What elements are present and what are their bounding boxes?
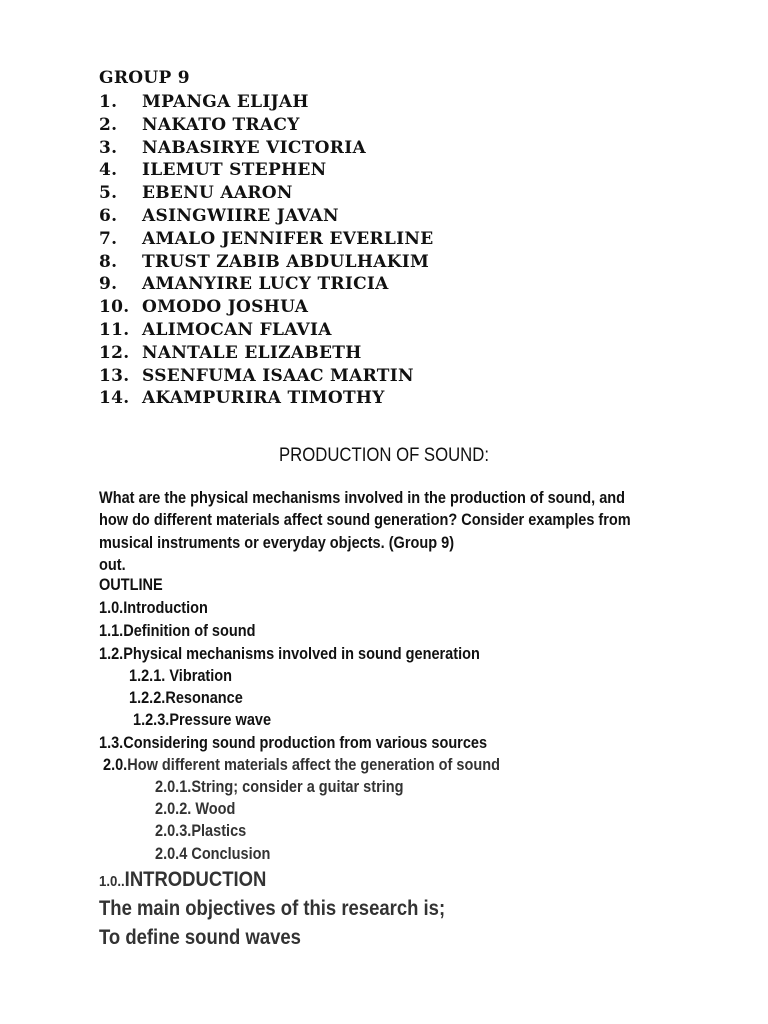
- member-item: [99, 159, 434, 182]
- outline-subitem: 2.0.2. Wood: [155, 800, 236, 818]
- intro-heading: [99, 868, 266, 892]
- define-line: To define sound waves: [99, 926, 301, 949]
- member-name: NAKATO TRACY: [142, 114, 300, 135]
- member-number: 2.: [99, 114, 118, 135]
- outline-subitem: 2.0.3.Plastics: [155, 822, 247, 840]
- intro-number: 1.0..: [99, 873, 125, 890]
- member-name: OMODO JOSHUA: [142, 297, 309, 318]
- member-list: [99, 91, 434, 410]
- member-item: [99, 296, 434, 319]
- outline-subitem: 1.2.2.Resonance: [129, 689, 243, 707]
- member-number: 11.: [99, 319, 130, 340]
- question-line: What are the physical mechanisms involved in the production of sound, and: [99, 489, 626, 507]
- member-number: 10.: [99, 297, 130, 318]
- member-item: [99, 137, 434, 160]
- outline-number: 2.0.: [103, 756, 128, 774]
- member-name: SSENFUMA ISAAC MARTIN: [142, 365, 414, 386]
- member-item: [99, 365, 434, 388]
- member-item: [99, 273, 434, 296]
- member-number: 13.: [99, 365, 130, 386]
- member-item: [99, 387, 434, 410]
- outline-subitem: 2.0.1.String; consider a guitar string: [155, 778, 404, 796]
- outline-item: 1.2.Physical mechanisms involved in sound generation: [99, 645, 480, 663]
- member-number: 5.: [99, 183, 118, 204]
- outline-title: OUTLINE: [99, 576, 163, 594]
- outline-item: 1.1.Definition of sound: [99, 622, 256, 640]
- member-item: [99, 205, 434, 228]
- member-item: [99, 319, 434, 342]
- member-item: [99, 91, 434, 114]
- objectives-line: The main objectives of this research is;: [99, 897, 446, 920]
- member-name: NABASIRYE VICTORIA: [142, 137, 366, 158]
- outline-subitem: 1.2.1. Vibration: [129, 667, 233, 685]
- member-item: [99, 251, 434, 274]
- member-name: TRUST ZABIB ABDULHAKIM: [142, 251, 430, 272]
- member-number: 12.: [99, 342, 130, 363]
- outline-item: 1.0.Introduction: [99, 599, 208, 617]
- question-line: out.: [99, 556, 126, 575]
- member-item: [99, 342, 434, 365]
- member-name: ALIMOCAN FLAVIA: [142, 319, 332, 340]
- member-number: 6.: [99, 205, 118, 226]
- member-item: [99, 114, 434, 137]
- member-number: 8.: [99, 251, 118, 272]
- outline-subitem: 2.0.4 Conclusion: [155, 845, 271, 863]
- outline-subitem: 1.2.3.Pressure wave: [133, 711, 272, 729]
- member-name: ILEMUT STEPHEN: [142, 160, 327, 181]
- member-number: 7.: [99, 228, 118, 249]
- outline-item: [103, 756, 500, 775]
- outline-item: 1.3.Considering sound production from various sources: [99, 734, 488, 752]
- question-line: how do different materials affect sound generation? Consider examples from: [99, 511, 631, 530]
- intro-title: INTRODUCTION: [124, 868, 267, 891]
- member-item: [99, 182, 434, 205]
- outline-text: How different materials affect the generation of sound: [127, 756, 500, 774]
- member-number: 4.: [99, 160, 118, 181]
- member-name: EBENU AARON: [142, 183, 293, 204]
- member-item: [99, 228, 434, 251]
- member-name: AKAMPURIRA TIMOTHY: [142, 388, 385, 409]
- member-number: 1.: [99, 92, 118, 112]
- member-number: 3.: [99, 137, 118, 158]
- group-title: GROUP 9: [99, 68, 190, 88]
- member-number: 9.: [99, 274, 118, 295]
- question-line: musical instruments or everyday objects. (Group 9): [99, 533, 455, 552]
- research-question: [99, 487, 631, 577]
- member-number: 14.: [99, 388, 130, 409]
- member-name: MPANGA ELIJAH: [142, 92, 309, 112]
- member-name: NANTALE ELIZABETH: [142, 342, 362, 363]
- member-name: ASINGWIIRE JAVAN: [142, 205, 339, 226]
- member-name: AMALO JENNIFER EVERLINE: [142, 228, 434, 249]
- member-name: AMANYIRE LUCY TRICIA: [142, 274, 389, 295]
- section-heading: PRODUCTION OF SOUND:: [279, 445, 489, 466]
